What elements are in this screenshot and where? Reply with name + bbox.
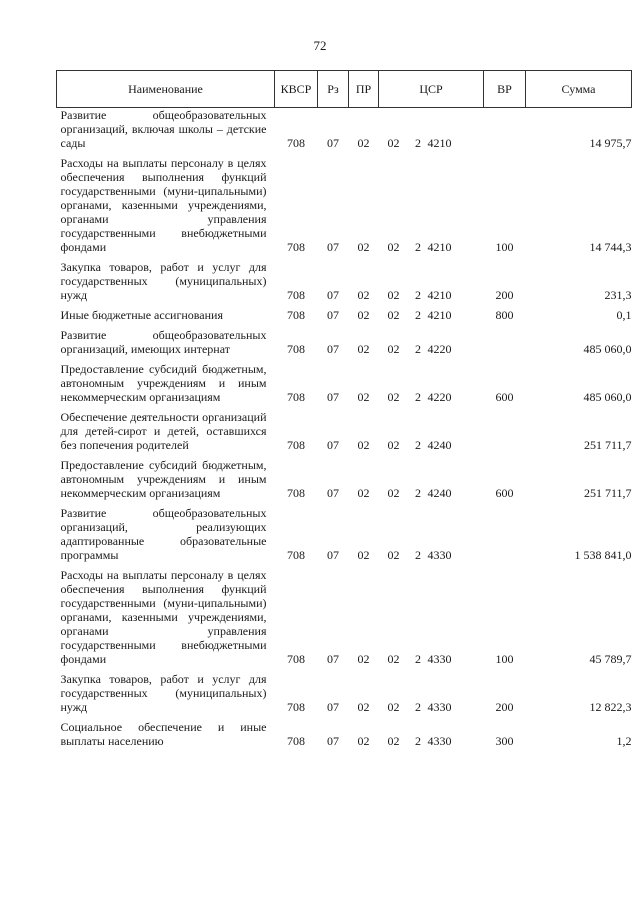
row-csr-subprogram: 2 — [415, 438, 421, 452]
row-name: Развитие общеобразовательных организаций, включая школы – детские сады — [60, 108, 267, 150]
row-csr-subprogram: 2 — [415, 136, 421, 150]
row-csr-program: 02 — [387, 240, 400, 254]
row-csr-direction: 4240 — [427, 438, 452, 452]
row-rz: 07 — [327, 308, 339, 322]
row-vr: 300 — [495, 734, 514, 748]
row-csr-direction: 4210 — [427, 240, 452, 254]
row-csr-subprogram: 2 — [415, 700, 421, 714]
row-csr-subprogram: 2 — [415, 308, 421, 322]
row-csr-subprogram: 2 — [415, 288, 421, 302]
table-row — [57, 506, 632, 568]
row-sum: 251 711,7 — [583, 438, 632, 452]
row-csr-program: 02 — [387, 308, 400, 322]
row-csr-direction: 4220 — [427, 342, 452, 356]
table-header-row — [57, 71, 632, 108]
row-csr-direction: 4240 — [427, 486, 452, 500]
row-csr-program: 02 — [387, 288, 400, 302]
row-csr-program: 02 — [387, 486, 400, 500]
row-name: Обеспечение деятельности организаций для детей-сирот и детей, оставшихся без попечения родителей — [60, 410, 267, 452]
row-rz: 07 — [327, 548, 339, 562]
row-csr-subprogram: 2 — [415, 734, 421, 748]
row-rz: 07 — [327, 438, 339, 452]
row-csr-subprogram: 2 — [415, 486, 421, 500]
row-vr: 600 — [495, 390, 514, 404]
table-row — [57, 458, 632, 506]
row-csr-program: 02 — [387, 734, 400, 748]
row-rz: 07 — [327, 136, 339, 150]
header-rz: Рз — [318, 71, 349, 108]
row-kvsr: 708 — [287, 486, 305, 500]
row-pr: 02 — [357, 734, 370, 748]
row-vr: 600 — [495, 486, 514, 500]
row-rz: 07 — [327, 240, 339, 254]
row-pr: 02 — [357, 390, 370, 404]
header-csr: ЦСР — [379, 71, 484, 108]
row-kvsr: 708 — [287, 136, 305, 150]
row-pr: 02 — [357, 438, 370, 452]
row-name: Закупка товаров, работ и услуг для государственных (муниципальных) нужд — [60, 260, 267, 302]
table-row — [57, 328, 632, 362]
row-csr-subprogram: 2 — [415, 342, 421, 356]
row-rz: 07 — [327, 652, 339, 666]
table-body — [57, 108, 632, 755]
row-vr — [484, 506, 526, 568]
row-sum: 485 060,0 — [583, 342, 632, 356]
row-pr: 02 — [357, 652, 370, 666]
row-kvsr: 708 — [287, 438, 305, 452]
budget-table — [56, 70, 632, 754]
header-pr: ПР — [349, 71, 379, 108]
header-name: Наименование — [57, 71, 275, 108]
row-vr — [484, 108, 526, 157]
row-csr-direction: 4210 — [427, 308, 452, 322]
row-sum: 251 711,7 — [583, 486, 632, 500]
header-sum: Сумма — [526, 71, 632, 108]
header-kvsr: КВСР — [275, 71, 318, 108]
row-csr-subprogram: 2 — [415, 652, 421, 666]
table-row — [57, 260, 632, 308]
row-sum: 45 789,7 — [589, 652, 632, 666]
row-csr-direction: 4330 — [427, 548, 452, 562]
row-vr: 200 — [495, 288, 514, 302]
row-sum: 14 975,7 — [589, 136, 632, 150]
row-rz: 07 — [327, 288, 339, 302]
row-csr-subprogram: 2 — [415, 548, 421, 562]
row-name: Социальное обеспечение и иные выплаты населению — [60, 720, 267, 748]
row-rz: 07 — [327, 700, 339, 714]
row-sum: 231,3 — [604, 288, 632, 302]
row-rz: 07 — [327, 342, 339, 356]
row-name: Развитие общеобразовательных организаций, реализующих адаптированные образовательные программы — [60, 506, 267, 562]
row-name: Предоставление субсидий бюджетным, автономным учреждениям и иным некоммерческим организациям — [60, 362, 267, 404]
row-pr: 02 — [357, 136, 370, 150]
row-name: Иные бюджетные ассигнования — [60, 308, 223, 322]
row-name: Расходы на выплаты персоналу в целях обеспечения выполнения функций государственными (муни-ципальными) органами, казенными учреждениями, органами управления государственными внебюджетными фондами — [60, 156, 267, 254]
row-kvsr: 708 — [287, 652, 305, 666]
row-csr-direction: 4210 — [427, 136, 452, 150]
row-kvsr: 708 — [287, 342, 305, 356]
row-csr-program: 02 — [387, 548, 400, 562]
table-row — [57, 672, 632, 720]
page-number: 72 — [313, 38, 327, 53]
row-vr: 200 — [495, 700, 514, 714]
row-kvsr: 708 — [287, 390, 305, 404]
table-row — [57, 308, 632, 328]
row-sum: 1 538 841,0 — [574, 548, 632, 562]
row-pr: 02 — [357, 288, 370, 302]
row-pr: 02 — [357, 700, 370, 714]
row-sum: 1,2 — [616, 734, 632, 748]
row-name: Предоставление субсидий бюджетным, автономным учреждениям и иным некоммерческим организациям — [60, 458, 267, 500]
row-csr-subprogram: 2 — [415, 390, 421, 404]
row-kvsr: 708 — [287, 548, 305, 562]
row-kvsr: 708 — [287, 700, 305, 714]
row-sum: 0,1 — [616, 308, 632, 322]
row-rz: 07 — [327, 390, 339, 404]
row-csr-program: 02 — [387, 136, 400, 150]
row-kvsr: 708 — [287, 288, 305, 302]
row-kvsr: 708 — [287, 734, 305, 748]
row-sum: 14 744,3 — [589, 240, 632, 254]
row-name: Расходы на выплаты персоналу в целях обеспечения выполнения функций государственными (муни-ципальными) органами, казенными учреждениями, органами управления государственными внебюджетными фондами — [60, 568, 267, 666]
row-vr — [484, 410, 526, 458]
row-name: Развитие общеобразовательных организаций, имеющих интернат — [60, 328, 267, 356]
row-sum: 12 822,3 — [589, 700, 632, 714]
row-rz: 07 — [327, 486, 339, 500]
table-row — [57, 410, 632, 458]
table-row — [57, 362, 632, 410]
row-csr-direction: 4330 — [427, 700, 452, 714]
table-row — [57, 568, 632, 672]
row-csr-program: 02 — [387, 342, 400, 356]
table-row — [57, 720, 632, 754]
row-pr: 02 — [357, 486, 370, 500]
row-csr-program: 02 — [387, 700, 400, 714]
row-csr-direction: 4220 — [427, 390, 452, 404]
row-csr-program: 02 — [387, 652, 400, 666]
row-vr — [484, 328, 526, 362]
header-vr: ВР — [484, 71, 526, 108]
row-csr-subprogram: 2 — [415, 240, 421, 254]
row-csr-direction: 4330 — [427, 652, 452, 666]
row-rz: 07 — [327, 734, 339, 748]
table-row — [57, 156, 632, 260]
row-kvsr: 708 — [287, 308, 305, 322]
row-csr-program: 02 — [387, 438, 400, 452]
row-pr: 02 — [357, 342, 370, 356]
row-vr: 800 — [495, 308, 514, 322]
row-pr: 02 — [357, 308, 370, 322]
row-csr-direction: 4330 — [427, 734, 452, 748]
row-pr: 02 — [357, 548, 370, 562]
table-row — [57, 108, 632, 157]
row-sum: 485 060,0 — [583, 390, 632, 404]
row-csr-program: 02 — [387, 390, 400, 404]
row-kvsr: 708 — [287, 240, 305, 254]
row-vr: 100 — [495, 240, 514, 254]
row-name: Закупка товаров, работ и услуг для государственных (муниципальных) нужд — [60, 672, 267, 714]
row-vr: 100 — [495, 652, 514, 666]
row-csr-direction: 4210 — [427, 288, 452, 302]
row-pr: 02 — [357, 240, 370, 254]
